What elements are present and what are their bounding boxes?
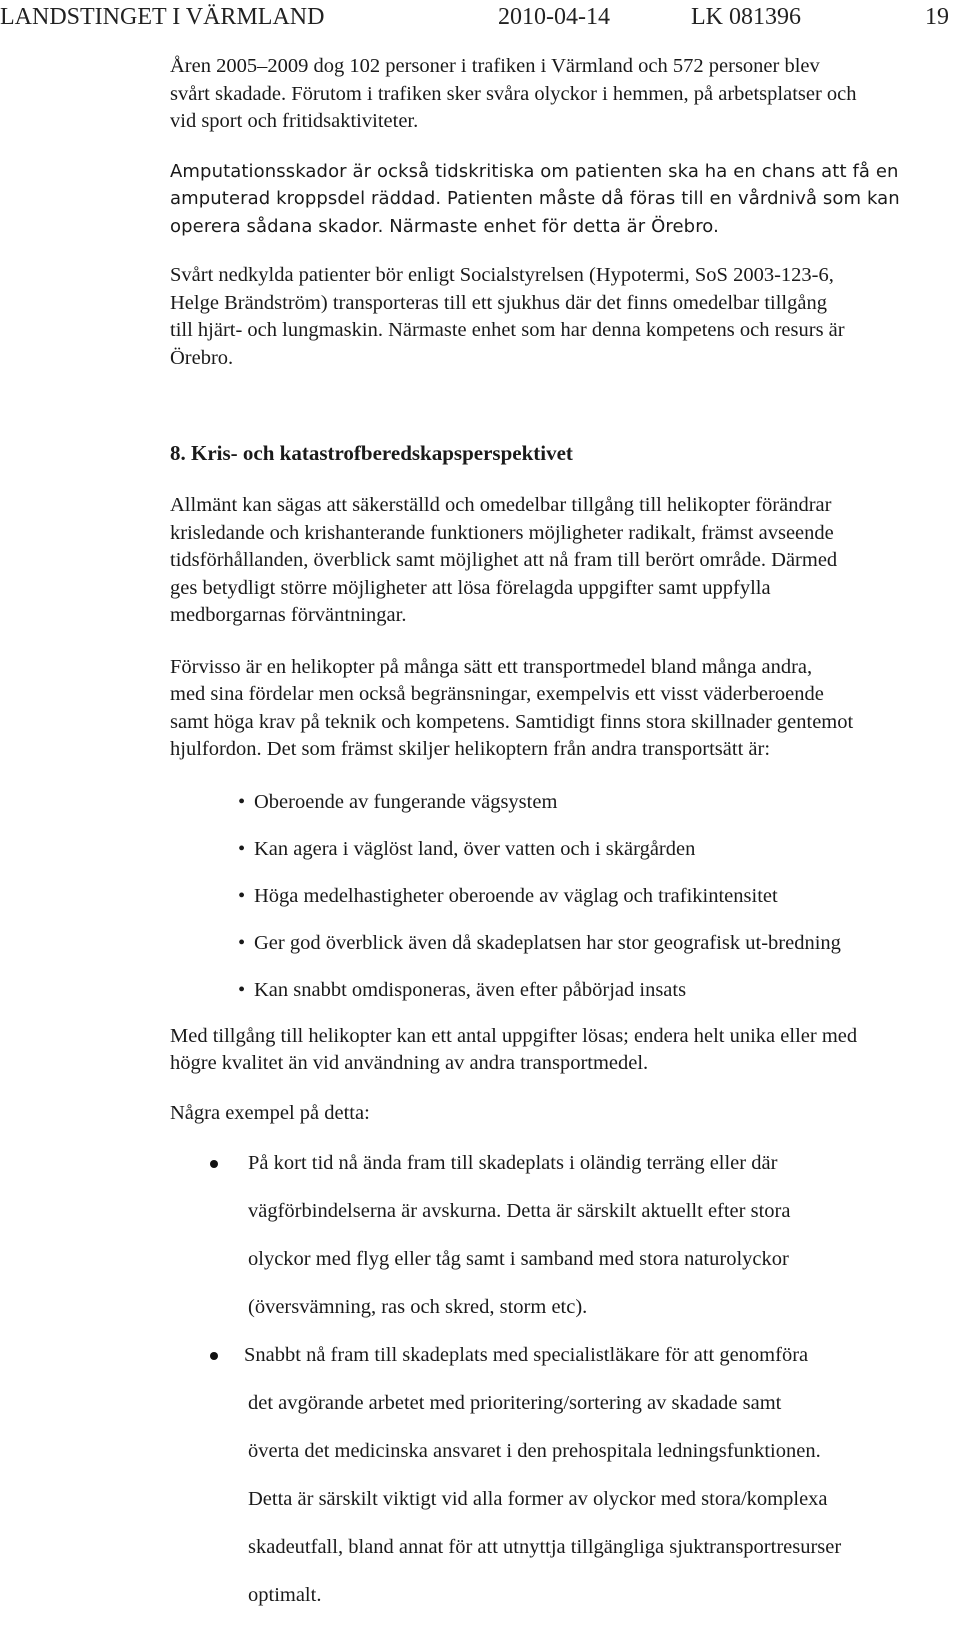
list-item	[238, 788, 960, 816]
text-line: det avgörande arbetet med prioritering/sortering av skadade samt	[248, 1392, 782, 1414]
paragraph-amputation-injuries	[170, 158, 960, 241]
examples-list	[170, 1150, 960, 1610]
helicopter-advantages-list	[238, 788, 960, 1004]
text-line: ges betydligt större möjligheter att lösa förelagda uppgifter samt uppfylla	[170, 576, 771, 599]
bullet-icon: •	[238, 978, 246, 1001]
page-number: 19	[925, 4, 949, 30]
paragraph-helicopter-transport	[170, 654, 960, 764]
text-line: På kort tid nå ända fram till skadeplats i oländig terräng eller där	[248, 1152, 778, 1174]
bullet-icon: •	[238, 931, 246, 954]
document-date: 2010-04-14	[498, 4, 610, 30]
text-line: operera sådana skador. Närmaste enhet för detta är Örebro.	[170, 215, 719, 237]
text-line: Svårt nedkylda patienter bör enligt Socialstyrelsen (Hypotermi, SoS 2003-123-6,	[170, 264, 834, 286]
document-body	[170, 53, 960, 1630]
text-line: samt höga krav på teknik och kompetens. Samtidigt finns stora skillnader gentemot	[170, 710, 854, 733]
paragraph-hypothermia	[170, 262, 960, 372]
text-line: högre kvalitet än vid användning av andra transportmedel.	[170, 1052, 649, 1074]
paragraph-traffic-injuries	[170, 53, 960, 136]
text-line: krisledande och krishanterande funktioners möjligheter radikalt, främst avseende	[170, 521, 834, 544]
page-header	[0, 2, 960, 32]
list-item-text: Höga medelhastigheter oberoende av väglag och trafikintensitet	[254, 884, 778, 907]
text-line: med sina fördelar men också begränsningar, exempelvis ett visst väderberoende	[170, 683, 824, 705]
text-line: svårt skadade. Förutom i trafiken sker svåra olyckor i hemmen, på arbetsplatser och	[170, 82, 857, 105]
text-line: Åren 2005–2009 dog 102 personer i trafiken i Värmland och 572 personer blev	[170, 55, 820, 77]
list-item-text: Ger god överblick även då skadeplatsen har stor geografisk ut-bredning	[254, 931, 841, 954]
bullet-icon: •	[238, 884, 246, 907]
list-item-text: Kan agera i väglöst land, över vatten och i skärgården	[254, 837, 696, 860]
list-item	[170, 1150, 960, 1322]
paragraph-examples-intro: Några exempel på detta:	[170, 1101, 370, 1124]
list-item	[238, 929, 960, 957]
section-heading: 8. Kris- och katastrofberedskapsperspektivet	[170, 441, 573, 465]
document-reference: LK 081396	[691, 4, 801, 30]
text-line: vid sport och fritidsaktiviteter.	[170, 110, 419, 132]
list-item-text: Kan snabbt omdisponeras, även efter påbörjad insats	[254, 978, 687, 1001]
text-line: vägförbindelserna är avskurna. Detta är särskilt aktuellt efter stora	[248, 1200, 791, 1222]
text-line: Förvisso är en helikopter på många sätt ett transportmedel bland många andra,	[170, 655, 813, 678]
bullet-icon	[210, 1160, 218, 1168]
text-line: amputerad kroppsdel räddad. Patienten måste då föras till en vårdnivå som kan	[170, 188, 900, 209]
list-item	[238, 882, 960, 910]
text-line: Helge Brändström) transporteras till ett sjukhus där det finns omedelbar tillgång	[170, 291, 827, 314]
text-line: Snabbt nå fram till skadeplats med specialistläkare för att genomföra	[244, 1344, 809, 1366]
text-line: Allmänt kan sägas att säkerställd och omedelbar tillgång till helikopter förändrar	[170, 494, 832, 516]
text-line: till hjärt- och lungmaskin. Närmaste enhet som har denna kompetens och resurs är	[170, 319, 845, 341]
text-line: medborgarnas förväntningar.	[170, 604, 407, 626]
text-line: (översvämning, ras och skred, storm etc).	[248, 1296, 588, 1318]
text-line: Detta är särskilt viktigt vid alla former av olyckor med stora/komplexa	[248, 1488, 828, 1510]
bullet-icon: •	[238, 837, 246, 860]
text-line: överta det medicinska ansvaret i den prehospitala ledningsfunktionen.	[248, 1440, 821, 1462]
text-line: Med tillgång till helikopter kan ett antal uppgifter lösas; endera helt unika eller med	[170, 1024, 858, 1047]
text-line: Amputationsskador är också tidskritiska om patienten ska ha en chans att få en	[170, 160, 899, 182]
text-line: skadeutfall, bland annat för att utnyttja tillgängliga sjuktransportresurser	[248, 1536, 842, 1558]
bullet-icon	[210, 1352, 218, 1360]
list-item	[238, 835, 960, 863]
bullet-icon: •	[238, 790, 246, 813]
list-item	[170, 1342, 960, 1610]
text-line: optimalt.	[248, 1584, 322, 1606]
list-item	[238, 976, 960, 1004]
organization-name: LANDSTINGET I VÄRMLAND	[0, 4, 325, 30]
text-line: olyckor med flyg eller tåg samt i samband med stora naturolyckor	[248, 1248, 789, 1270]
paragraph-helicopter-tasks	[170, 1023, 960, 1078]
text-line: Örebro.	[170, 346, 234, 369]
list-item-text: Oberoende av fungerande vägsystem	[254, 790, 558, 813]
paragraph-crisis-preparedness	[170, 492, 960, 630]
text-line: hjulfordon. Det som främst skiljer helikoptern från andra transportsätt är:	[170, 738, 771, 760]
text-line: tidsförhållanden, överblick samt möjlighet att nå fram till berört område. Därmed	[170, 549, 838, 571]
